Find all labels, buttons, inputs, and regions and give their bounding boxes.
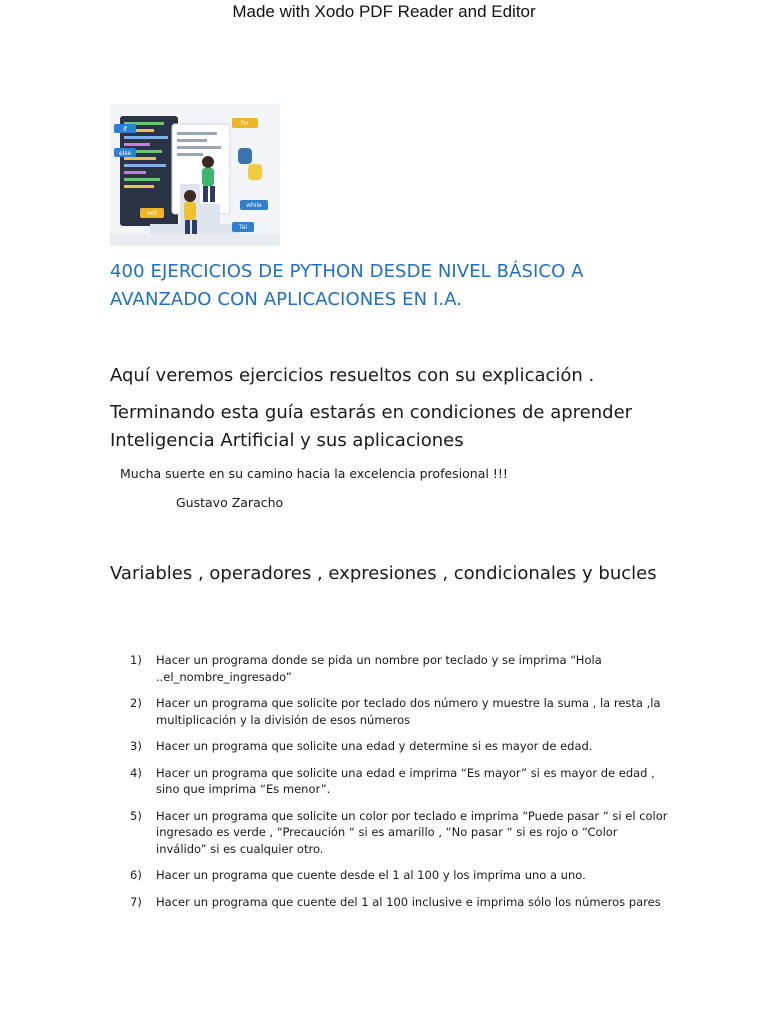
item-text: Hacer un programa que cuente del 1 al 100 inclusive e imprima sólo los números pares [156,894,661,909]
item-number: 3) [130,739,142,753]
list-item [130,695,670,728]
item-number: 6) [130,868,142,882]
item-number: 7) [130,894,142,909]
code-tag: not [147,210,157,217]
item-number: 4) [130,765,142,780]
item-text: Hacer un programa donde se pida un nombre por teclado y se imprima “Hola ..el_nombre_ingresado” [156,653,602,684]
intro-line-2: Terminando esta guía estarás en condiciones de aprender Inteligencia Artificial y sus aplicaciones [110,402,633,451]
item-text: Hacer un programa que solicite por teclado dos número y muestre la suma , la resta ,la multiplicación y la división de esos números [156,696,661,727]
item-number: 1) [130,653,142,667]
item-number: 2) [130,696,142,710]
good-luck-message: Mucha suerte en su camino hacia la excelencia profesional !!! [120,466,508,481]
item-text: Hacer un programa que solicite una edad y determine si es mayor de edad. [156,739,593,753]
code-tag: Tal [238,224,248,231]
author-name: Gustavo Zaracho [176,495,284,510]
code-tag: if [123,126,127,133]
watermark-text: Made with Xodo PDF Reader and Editor [232,2,536,21]
intro-line-1: Aquí veremos ejercicios resueltos con su explicación . [110,365,595,386]
code-tag: for [240,120,250,127]
document-title: 400 EJERCICIOS DE PYTHON DESDE NIVEL BÁSICO A AVANZADO CON APLICACIONES EN I.A. [110,261,584,310]
list-item [130,765,670,798]
list-item [130,894,670,911]
section-heading: Variables , operadores , expresiones , condicionales y bucles [110,563,657,584]
exercise-list [130,652,670,920]
item-text: Hacer un programa que cuente desde el 1 al 100 y los imprima uno a uno. [156,868,586,882]
cover-illustration [110,104,280,246]
list-item [130,738,670,755]
code-tag: while [246,202,262,209]
item-text: Hacer un programa que solicite una edad e imprima “Es mayor” si es mayor de edad , sino que imprima “Es menor”. [156,765,655,796]
python-programming-illustration-icon [110,104,280,246]
list-item [130,867,670,884]
item-text: Hacer un programa que solicite un color por teclado e imprima “Puede pasar “ si el color ingresado es verde , “Precaución “ si es amarillo , “No pasar “ si es rojo o “Color inválido” si es cualquier otro. [156,808,668,856]
list-item [130,652,670,685]
code-tag: else [118,150,132,157]
item-number: 5) [130,808,142,823]
list-item [130,808,670,858]
